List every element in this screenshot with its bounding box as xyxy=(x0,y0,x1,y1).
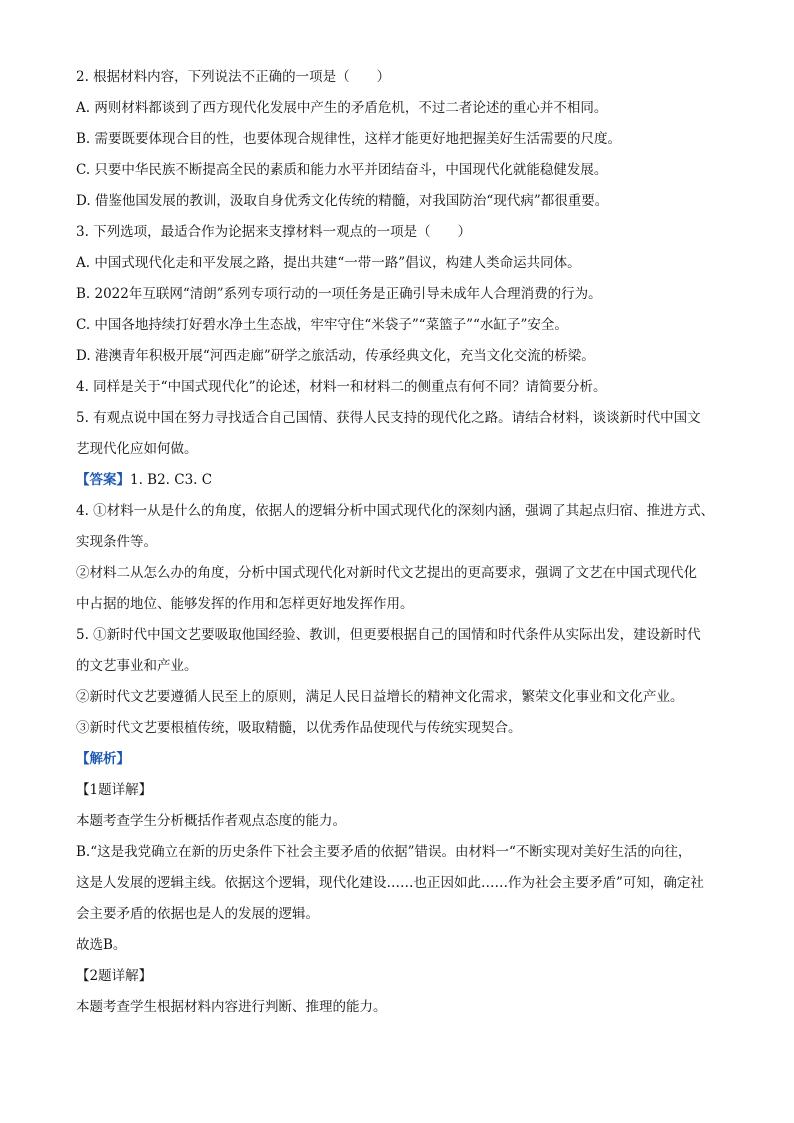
question-3-option-b: B. 2022年互联网“清朗”系列专项行动的一项任务是正确引导未成年人合理消费的行为。 xyxy=(76,286,602,302)
detail-1-choice: 故选B。 xyxy=(76,937,127,953)
document-content xyxy=(76,62,726,1023)
detail-1-b-line-2: 这是人发展的逻辑主线。依据这个逻辑，现代化建设……也正因如此……作为社会主要矛盾”可知，确定社 xyxy=(76,875,704,891)
answer-text: 1. B2. C3. C xyxy=(130,472,213,488)
detail-1-b-line-1: B.“这是我党确立在新的历史条件下社会主要矛盾的依据”错误。由材料一“不断实现对美好生活的向往， xyxy=(76,844,692,860)
detail-2-intro: 本题考查学生根据材料内容进行判断、推理的能力。 xyxy=(76,999,387,1015)
question-2-option-a: A. 两则材料都谈到了西方现代化发展中产生的矛盾危机，不过二者论述的重心并不相同。 xyxy=(76,100,608,116)
question-5-line-2: 艺现代化应如何做。 xyxy=(76,441,198,457)
question-3-stem: 3. 下列选项，最适合作为论据来支撑材料一观点的一项是（ ） xyxy=(76,224,472,240)
question-3-option-a: A. 中国式现代化走和平发展之路，提出共建“一带一路”倡议，构建人类命运共同体。 xyxy=(76,255,581,271)
question-2-stem: 2. 根据材料内容，下列说法不正确的一项是（ ） xyxy=(76,69,391,85)
analysis-label xyxy=(76,744,726,775)
detail-2-label: 【2题详解】 xyxy=(76,968,153,984)
detail-1-intro: 本题考查学生分析概括作者观点态度的能力。 xyxy=(76,813,346,829)
question-2-option-d: D. 借鉴他国发展的教训，汲取自身优秀文化传统的精髓，对我国防治“现代病”都很重要。 xyxy=(76,193,609,209)
detail-1-label: 【1题详解】 xyxy=(76,782,153,798)
question-5-line-1: 5. 有观点说中国在努力寻找适合自己国情、获得人民支持的现代化之路。请结合材料，谈谈新时代中国文 xyxy=(76,410,701,426)
answer-row xyxy=(76,465,726,496)
question-3-option-d: D. 港澳青年积极开展“河西走廊”研学之旅活动，传承经典文化，充当文化交流的桥梁。 xyxy=(76,348,595,364)
question-2-option-b: B. 需要既要体现合目的性，也要体现合规律性，这样才能更好地把握美好生活需要的尺度。 xyxy=(76,131,622,147)
answer-label: 【答案】 xyxy=(76,472,130,488)
answer-4-p2-line-1: ②材料二从怎么办的角度，分析中国式现代化对新时代文艺提出的更高要求，强调了文艺在中国式现代化 xyxy=(76,565,697,581)
detail-1-b-line-3: 会主要矛盾的依据也是人的发展的逻辑。 xyxy=(76,906,319,922)
answer-5-p3: ③新时代文艺要根植传统，吸取精髓，以优秀作品使现代与传统实现契合。 xyxy=(76,720,522,736)
answer-5-p1-line-1: 5. ①新时代中国文艺要吸取他国经验、教训，但更要根据自己的国情和时代条件从实际出发，建设新时代 xyxy=(76,627,701,643)
question-3-option-c: C. 中国各地持续打好碧水净土生态战，牢牢守住“米袋子”“菜篮子”“水缸子”安全。 xyxy=(76,317,568,333)
answer-4-p1-line-2: 实现条件等。 xyxy=(76,534,157,550)
answer-4-p1-line-1: 4. ①材料一从是什么的角度，依据人的逻辑分析中国式现代化的深刻内涵，强调了其起点归宿、推进方式、 xyxy=(76,503,715,519)
question-2-option-c: C. 只要中华民族不断提高全民的素质和能力水平并团结奋斗，中国现代化就能稳健发展。 xyxy=(76,162,608,178)
question-4: 4. 同样是关于“中国式现代化”的论述，材料一和材料二的侧重点有何不同？请简要分析。 xyxy=(76,379,607,395)
answer-4-p2-line-2: 中占据的地位、能够发挥的作用和怎样更好地发挥作用。 xyxy=(76,596,414,612)
analysis-label-text: 【解析】 xyxy=(76,751,130,767)
answer-5-p1-line-2: 的文艺事业和产业。 xyxy=(76,658,198,674)
answer-5-p2: ②新时代文艺要遵循人民至上的原则，满足人民日益增长的精神文化需求，繁荣文化事业和文化产业。 xyxy=(76,689,684,705)
